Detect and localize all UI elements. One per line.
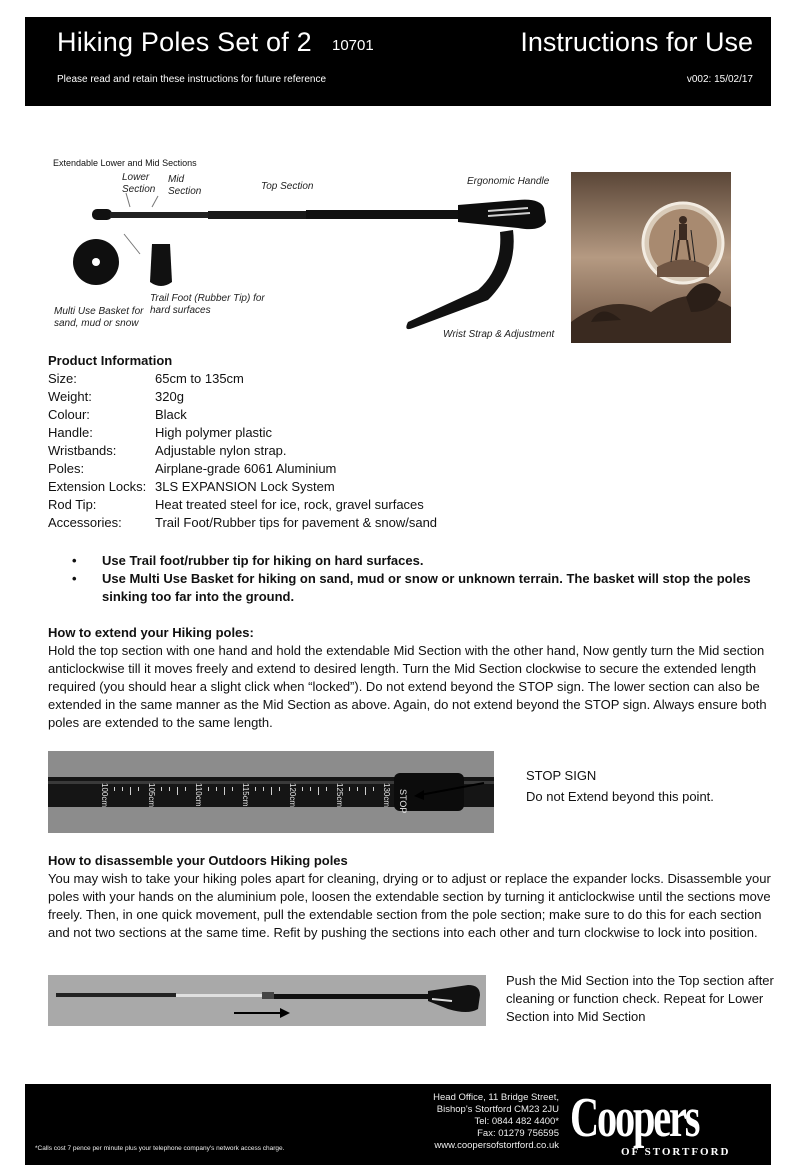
extend-heading: How to extend your Hiking poles: [48, 625, 254, 640]
stop-sign-photo [48, 751, 494, 833]
spec-key: Size: [48, 371, 77, 386]
usage-bullets [72, 552, 772, 606]
address-line: Bishop's Stortford CM23 2JU [436, 1104, 559, 1115]
spec-value: High polymer plastic [155, 425, 273, 440]
basket-hole [92, 258, 100, 266]
stop-sign-title: STOP SIGN [526, 768, 597, 783]
header-subtitle: Please read and retain these instructions for future reference [57, 74, 327, 85]
scale-tick [302, 787, 303, 791]
label-wrist-strap: Wrist Strap & Adjustment [443, 329, 555, 340]
spec-key: Rod Tip: [48, 497, 97, 512]
scale-tick [255, 787, 256, 791]
scale-tick [216, 787, 217, 791]
scale-tick [169, 787, 170, 791]
mid-pole-exposed [176, 994, 276, 997]
spec-key: Weight: [48, 389, 92, 404]
pole-diagram [48, 150, 568, 350]
scale-tick [271, 787, 272, 795]
product-code: 10701 [332, 37, 374, 54]
label-rubber-tip: Trail Foot (Rubber Tip) for hard surfaces [150, 293, 265, 316]
lower-pole [56, 993, 176, 997]
scale-mark-label: 105cm [147, 783, 156, 808]
spec-row [48, 370, 778, 388]
call-charges-note: *Calls cost 7 pence per minute plus your telephone company's network access charge. [35, 1145, 285, 1152]
spec-value: Trail Foot/Rubber tips for pavement & snow/sand [155, 515, 438, 530]
spec-key: Handle: [48, 425, 93, 440]
footer-banner [25, 1084, 771, 1165]
spec-key: Poles: [48, 461, 85, 476]
wrist-strap [406, 230, 513, 329]
scale-tick [138, 787, 139, 791]
stop-stamp: STOP [398, 789, 408, 814]
scale-mark-label: 100cm [100, 783, 109, 808]
disassemble-body: You may wish to take your hiking poles apart for cleaning, drying or to adjust or replace the expander locks. Disassemble your poles with your hands on the aluminium pole, loosen the extendable section by turning it anticlockwise until the sections move freely. Then, in one quick movement, pull the extendable section from the pole section; make sure to do this for each section and not two sections at the same time. Refit by pushing the sections into each other and turn clockwise to lock into position. [48, 871, 771, 940]
scale-tick [357, 787, 358, 791]
company-address [433, 1092, 559, 1152]
rubber-tip [150, 244, 172, 286]
scale-tick [263, 787, 264, 791]
scale-tick [326, 787, 327, 791]
scale-tick [114, 787, 115, 791]
spec-key: Extension Locks: [48, 479, 147, 494]
lower-section-shaft [110, 212, 210, 218]
scale-tick [373, 787, 374, 791]
scale-tick [177, 787, 178, 795]
scale-tick [318, 787, 319, 795]
extend-instructions [48, 624, 778, 732]
scale-tick [232, 787, 233, 791]
extend-body: Hold the top section with one hand and hold the extendable Mid Section with the other hand, Now gently turn the Mid section anticlockwise till it moves freely and extend to desired length. Turn the Mid Section clockwise to secure the extended length required (you should hear a slight click when “locked”). Do not extend beyond the STOP sign. The lower section can also be extended in the same manner as the Mid Section as above. Again, do not extend beyond the STOP sign. Always ensure both poles are extended to the same length. [48, 643, 767, 730]
spec-value: Airplane-grade 6061 Aluminium [155, 461, 337, 476]
scale-tick [185, 787, 186, 791]
scale-tick [310, 787, 311, 791]
version-label: v002: 15/02/17 [686, 74, 753, 85]
label-top-section: Top Section [261, 181, 314, 192]
scale-mark-label: 115cm [241, 783, 250, 807]
address-line: Head Office, 11 Bridge Street, [433, 1092, 559, 1103]
spec-row [48, 460, 778, 478]
scale-mark-label: 125cm [335, 783, 344, 808]
company-logo-subtitle: OF STORTFORD [621, 1146, 731, 1158]
stop-sign-illustration [48, 751, 494, 833]
spec-list [48, 370, 778, 532]
company-logo: Coopers [570, 1087, 699, 1149]
spec-row [48, 514, 778, 532]
bullet-item: • Use Multi Use Basket for hiking on sand, mud or snow or unknown terrain. The basket will stop the poles sinking too far into the ground. [72, 570, 772, 606]
scale-tick [161, 787, 162, 791]
bullet-item: • Use Trail foot/rubber tip for hiking on hard surfaces. [72, 552, 772, 570]
spec-value: Heat treated steel for ice, rock, gravel surfaces [155, 497, 424, 512]
scale-tick [224, 787, 225, 795]
scale-tick [349, 787, 350, 791]
spec-row [48, 478, 778, 496]
mid-section-shaft [208, 211, 308, 219]
hiker-photo [571, 172, 731, 343]
spec-value: 3LS EXPANSION Lock System [155, 479, 335, 494]
stop-sign-text: Do not Extend beyond this point. [526, 789, 714, 804]
scale-mark-label: 110cm [194, 783, 203, 807]
reassemble-photo [48, 975, 486, 1026]
header-banner [25, 17, 771, 106]
spec-value: 320g [155, 389, 184, 404]
spec-key: Wristbands: [48, 443, 117, 458]
top-section-shaft [306, 210, 466, 219]
spec-value: Black [155, 407, 187, 422]
website-link[interactable]: www.coopersofstortford.co.uk [434, 1140, 559, 1151]
product-title: Hiking Poles Set of 2 [57, 27, 312, 57]
spec-value: Adjustable nylon strap. [155, 443, 287, 458]
spec-value: 65cm to 135cm [155, 371, 244, 386]
spec-key: Colour: [48, 407, 90, 422]
spec-key: Accessories: [48, 515, 122, 530]
label-lower-section: Lower Section [122, 172, 156, 195]
label-basket: Multi Use Basket for sand, mud or snow [54, 306, 144, 329]
label-handle: Ergonomic Handle [467, 176, 550, 187]
scale-tick [365, 787, 366, 795]
stop-sign-note [526, 765, 714, 807]
phone-line: Tel: 0844 482 4400* [474, 1116, 559, 1127]
spec-row [48, 406, 778, 424]
pole-tip [92, 209, 112, 220]
top-pole [274, 994, 434, 999]
pointer-mid [152, 196, 158, 207]
reassemble-note: Push the Mid Section into the Top section after cleaning or function check. Repeat for Lower Section into Mid Section [506, 973, 774, 1024]
diagram-caption: Extendable Lower and Mid Sections [53, 158, 197, 168]
scale-mark-label: 130cm [382, 783, 391, 808]
reassemble-illustration [48, 975, 486, 1026]
spec-row [48, 388, 778, 406]
product-information [48, 352, 778, 532]
hiker-photo-illustration [571, 172, 731, 343]
spec-row [48, 442, 778, 460]
disassemble-instructions [48, 852, 778, 942]
scale-tick [130, 787, 131, 795]
pointer-basket [124, 234, 140, 254]
document-title: Instructions for Use [520, 27, 753, 57]
spec-row [48, 496, 778, 514]
product-info-heading: Product Information [48, 353, 173, 368]
fax-line: Fax: 01279 756595 [477, 1128, 559, 1139]
scale-tick [122, 787, 123, 791]
scale-mark-label: 120cm [288, 783, 297, 808]
spec-row [48, 424, 778, 442]
label-mid-section: Mid Section [168, 174, 202, 197]
scale-tick [279, 787, 280, 791]
scale-tick [208, 787, 209, 791]
disassemble-heading: How to disassemble your Outdoors Hiking poles [48, 853, 348, 868]
